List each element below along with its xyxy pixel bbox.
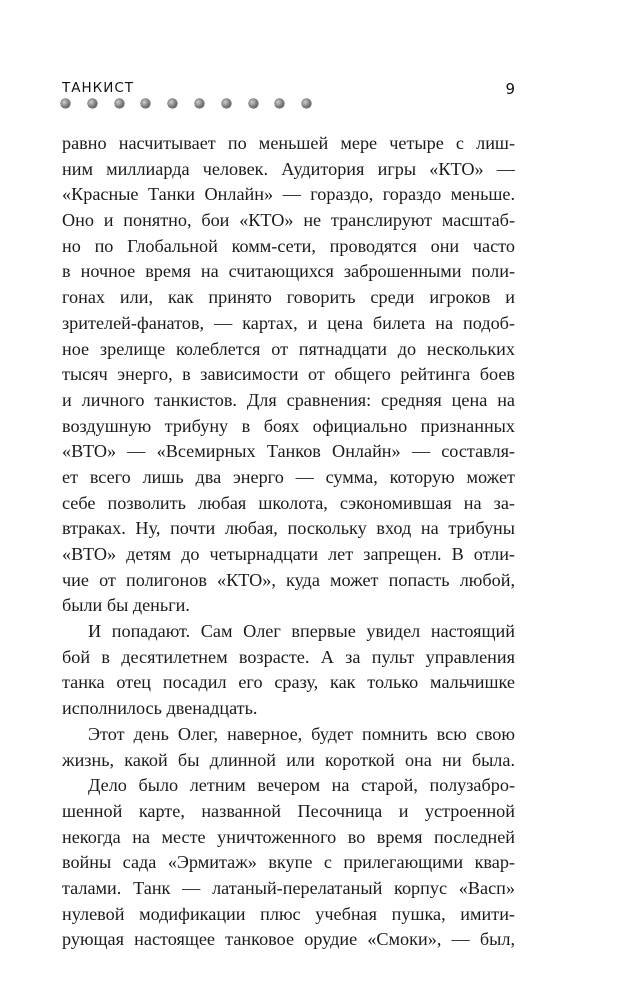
text-line: «Красные Танки Онлайн» — гораздо, гораздо меньше. xyxy=(62,184,515,205)
text-line: бой в десятилетнем возрасте. А за пульт управления xyxy=(62,646,515,667)
text-line: но по Глобальной комм-сети, проводятся они часто xyxy=(62,235,515,256)
text-line: равно насчитывает по меньшей мере четыре с лиш- xyxy=(62,133,515,153)
paragraph xyxy=(62,722,515,773)
ornament-dot xyxy=(168,99,177,108)
text-line: себе позволить любая школота, сэкономившая на за- xyxy=(62,492,515,513)
text-line: ним миллиарда человек. Аудитория игры «КТО» — xyxy=(62,158,515,179)
paragraph xyxy=(62,773,515,953)
text-line: были бы деньги. xyxy=(62,595,190,616)
text-line: нулевой модификации плюс учебная пушка, имити- xyxy=(62,903,515,924)
text-line: в ночное время на считающихся заброшенными поли- xyxy=(62,261,515,282)
ornament-dot xyxy=(115,99,124,108)
ornament-dot xyxy=(275,99,284,108)
ornament-dot xyxy=(141,99,150,108)
ornament-dot xyxy=(222,99,231,108)
text-line: Этот день Олег, наверное, будет помнить всю свою xyxy=(88,723,515,744)
page-number: 9 xyxy=(505,80,515,98)
text-line: Оно и понятно, бои «КТО» не транслируют масштаб- xyxy=(62,210,515,231)
ornament-dot xyxy=(195,99,204,108)
text-line: зрителей-фанатов, — картах, и цена билета на подоб- xyxy=(62,312,515,333)
text-line: танка отец посадил его сразу, как только мальчишке xyxy=(62,672,515,693)
paragraph xyxy=(62,619,515,722)
text-line: воздушную трибуну в боях официально признанных xyxy=(62,415,515,436)
text-line: И попадают. Сам Олег впервые увидел настоящий xyxy=(88,621,515,642)
text-line: чие от полигонов «КТО», куда может попасть любой, xyxy=(62,569,515,590)
text-line: «ВТО» — «Всемирных Танков Онлайн» — составля- xyxy=(62,441,515,462)
text-line: талами. Танк — латаный-перелатаный корпус «Васп» xyxy=(62,877,515,898)
text-line: исполнилось двенадцать. xyxy=(62,698,258,719)
text-line: рующая настоящее танковое орудие «Смоки», — был, xyxy=(62,929,515,950)
text-line: ное зрелище колеблется от пятнадцати до нескольких xyxy=(62,338,515,359)
text-line: втраках. Ну, почти любая, поскольку вход на трибуны xyxy=(62,518,515,539)
text-line: войны сада «Эрмитаж» вкупе с прилегающими квар- xyxy=(62,852,515,873)
body-text xyxy=(62,131,515,953)
ornament-dot xyxy=(249,99,258,108)
text-line: Дело было летним вечером на старой, полузабро- xyxy=(88,775,515,796)
text-line: некогда на месте уничтоженного во время последней xyxy=(62,826,515,847)
text-line: и личного танкистов. Для сравнения: средняя цена на xyxy=(62,389,515,410)
text-line: ет всего лишь два энерго — сумма, которую может xyxy=(62,466,515,487)
ornament-dot xyxy=(302,99,311,108)
ornament-dots xyxy=(61,99,311,108)
text-line: жизнь, какой бы длинной или короткой она ни была. xyxy=(62,749,515,770)
text-line: гонах или, как принято говорить среди игроков и xyxy=(62,287,515,308)
text-line: тысяч энерго, в зависимости от общего рейтинга боев xyxy=(62,364,515,385)
running-head: ТАНКИСТ xyxy=(62,80,134,96)
paragraph xyxy=(62,131,515,619)
text-line: шенной карте, названной Песочница и устроенной xyxy=(62,800,515,821)
ornament-dot xyxy=(88,99,97,108)
text-line: «ВТО» детям до четырнадцати лет запрещен. В отли- xyxy=(62,544,515,564)
ornament-dot xyxy=(61,99,70,108)
